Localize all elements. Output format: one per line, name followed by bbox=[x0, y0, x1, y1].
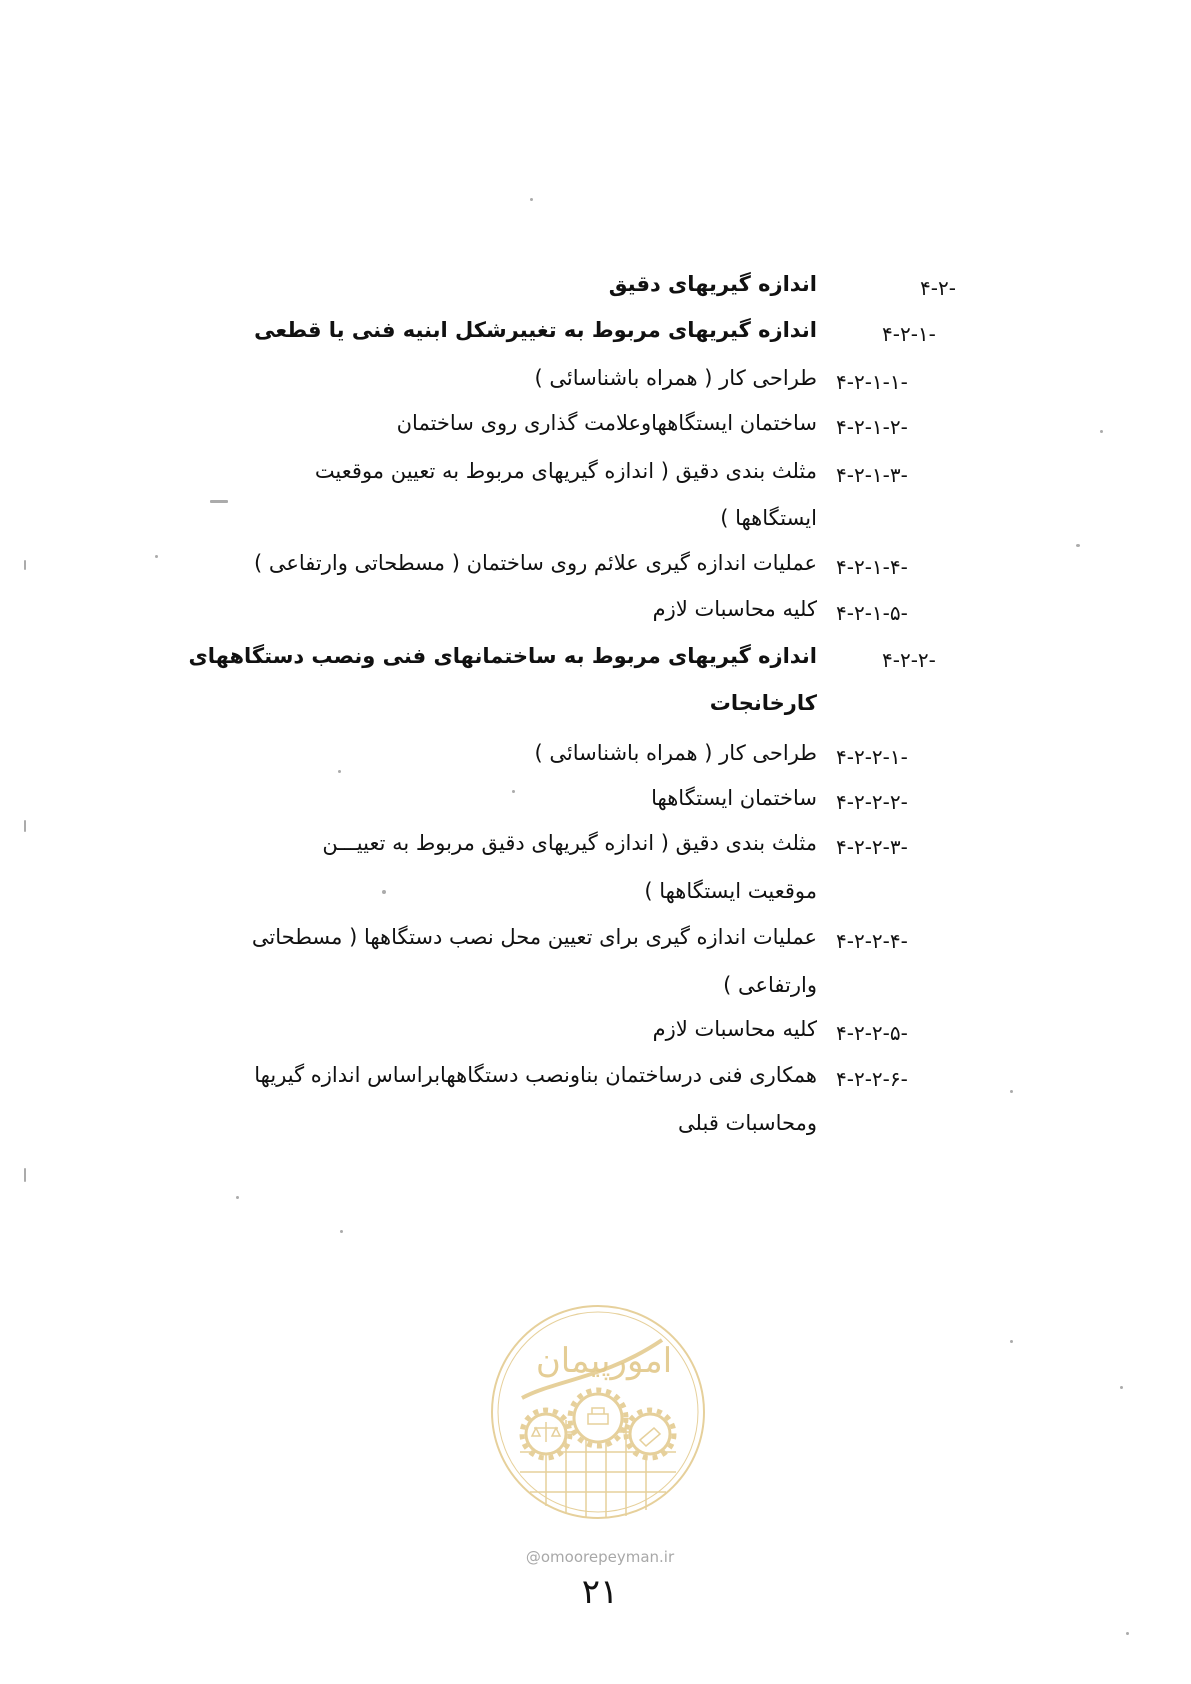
scan-speck bbox=[382, 890, 386, 894]
section-number: ۴-۲-۱-۳- bbox=[836, 463, 908, 487]
scan-speck bbox=[24, 1168, 26, 1182]
watermark-website: @omoorepeyman.ir bbox=[525, 1548, 675, 1566]
section-text: عملیات اندازه گیری برای تعیین محل نصب دستگاهها ( مسطحاتی bbox=[251, 925, 817, 949]
section-number: ۴-۲-۱-۲- bbox=[836, 415, 908, 439]
section-number: ۴-۲-۱-۵- bbox=[836, 601, 908, 625]
section-text: عملیات اندازه گیری علائم روی ساختمان ( مسطحاتی وارتفاعی ) bbox=[253, 551, 817, 575]
section-text-continued: وارتفاعی ) bbox=[723, 973, 817, 997]
section-text-continued: ومحاسبات قبلی bbox=[678, 1111, 817, 1135]
section-text: مثلث بندی دقیق ( اندازه گیریهای دقیق مربوط به تعییـــن bbox=[322, 831, 817, 855]
section-number: ۴-۲-۲- bbox=[882, 648, 936, 672]
scan-speck bbox=[1100, 430, 1103, 433]
section-number: ۴-۲-۲-۵- bbox=[836, 1021, 908, 1045]
scan-speck bbox=[1010, 1090, 1013, 1093]
section-text-continued: موقعیت ایستگاهها ) bbox=[644, 879, 817, 903]
section-text: طراحی کار ( همراه باشناسائی ) bbox=[534, 741, 817, 765]
scan-speck bbox=[24, 560, 26, 570]
section-title: اندازه گیریهای دقیق bbox=[608, 272, 817, 296]
section-text-continued: ایستگاهها ) bbox=[720, 506, 817, 530]
scan-speck bbox=[338, 770, 341, 773]
section-text: ساختمان ایستگاهها bbox=[651, 786, 817, 810]
svg-text:امورپیمان: امورپیمان bbox=[535, 1341, 673, 1381]
section-number: ۴-۲-۱-۴- bbox=[836, 555, 908, 579]
section-number: ۴-۲- bbox=[920, 276, 956, 300]
section-text: همکاری فنی درساختمان بناونصب دستگاههابراساس اندازه گیریها bbox=[254, 1063, 817, 1087]
scan-speck bbox=[1120, 1386, 1123, 1389]
page-number: ۲۱ bbox=[581, 1572, 619, 1612]
scan-speck bbox=[236, 1196, 239, 1199]
scan-speck bbox=[24, 820, 26, 832]
section-number: ۴-۲-۱- bbox=[882, 322, 936, 346]
scan-speck bbox=[512, 790, 515, 793]
section-text-continued: کارخانجات bbox=[709, 691, 817, 715]
section-number: ۴-۲-۲-۴- bbox=[836, 929, 908, 953]
section-number: ۴-۲-۲-۶- bbox=[836, 1067, 908, 1091]
section-text: مثلث بندی دقیق ( اندازه گیریهای مربوط به تعیین موقعیت bbox=[314, 459, 817, 483]
scan-speck bbox=[1126, 1632, 1129, 1635]
section-number: ۴-۲-۲-۳- bbox=[836, 835, 908, 859]
scan-speck bbox=[1076, 544, 1080, 547]
section-text: طراحی کار ( همراه باشناسائی ) bbox=[534, 366, 817, 390]
section-number: ۴-۲-۱-۱- bbox=[836, 370, 908, 394]
section-text: اندازه گیریهای مربوط به ساختمانهای فنی ونصب دستگاههای bbox=[188, 644, 817, 668]
watermark-seal-logo bbox=[486, 1300, 710, 1524]
scan-speck bbox=[155, 555, 158, 558]
section-number: ۴-۲-۲-۲- bbox=[836, 790, 908, 814]
scan-speck bbox=[530, 198, 533, 201]
section-text: کلیه محاسبات لازم bbox=[652, 597, 817, 621]
scan-speck bbox=[340, 1230, 343, 1233]
section-text: کلیه محاسبات لازم bbox=[652, 1017, 817, 1041]
scan-speck bbox=[210, 500, 228, 503]
scan-speck bbox=[1010, 1340, 1013, 1343]
section-number: ۴-۲-۲-۱- bbox=[836, 745, 908, 769]
section-text: ساختمان ایستگاههاوعلامت گذاری روی ساختمان bbox=[396, 411, 817, 435]
section-text: اندازه گیریهای مربوط به تغییرشکل ابنیه فنی یا قطعی bbox=[254, 318, 817, 342]
